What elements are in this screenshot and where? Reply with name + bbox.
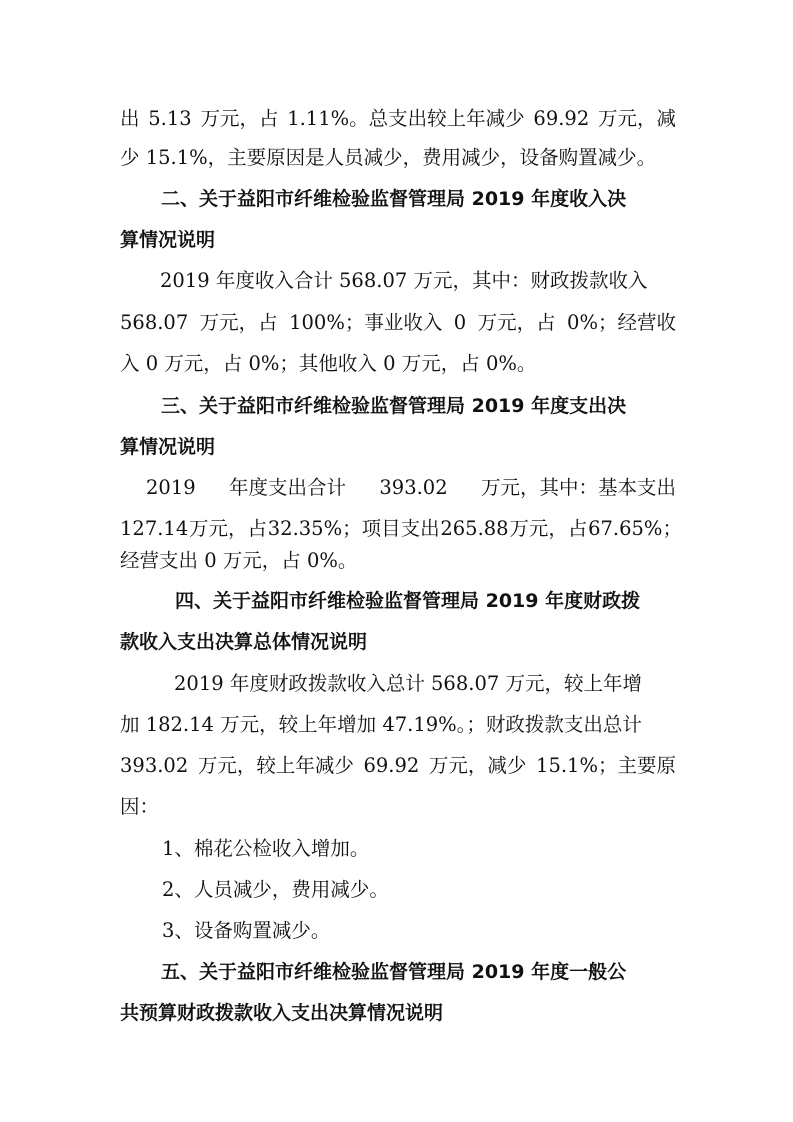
reason-item-2: 2、人员减少，费用减少。: [162, 878, 389, 901]
intro-line-2: 少 15.1%，主要原因是人员减少，费用减少，设备购置减少。: [120, 146, 657, 169]
section3-body-line-3: 经营支出 0 万元，占 0%。: [120, 549, 358, 572]
section4-body-line-3: 393.02 万元，较上年减少 69.92 万元，减少 15.1%；主要原: [120, 754, 676, 777]
reason-item-3: 3、设备购置减少。: [162, 919, 331, 942]
section5-heading-line-2: 共预算财政拨款收入支出决算情况说明: [120, 1002, 444, 1024]
section2-heading-line-2: 算情况说明: [120, 229, 216, 251]
section5-heading-line-1: 五、关于益阳市纤维检验监督管理局 2019 年度一般公: [161, 961, 627, 983]
section3-body-line-1: 2019 年度支出合计 393.02 万元，其中：基本支出: [146, 476, 676, 499]
reason-item-1: 1、棉花公检收入增加。: [162, 837, 370, 860]
section4-body-line-1: 2019 年度财政拨款收入总计 568.07 万元，较上年增: [174, 672, 642, 695]
section3-heading-line-1: 三、关于益阳市纤维检验监督管理局 2019 年度支出决: [161, 395, 627, 417]
section4-heading-line-1: 四、关于益阳市纤维检验监督管理局 2019 年度财政拨: [175, 590, 641, 612]
section4-heading-line-2: 款收入支出决算总体情况说明: [120, 631, 368, 653]
section2-body-line-3: 入 0 万元，占 0%；其他收入 0 万元，占 0%。: [120, 352, 537, 375]
section2-body-line-2: 568.07 万元，占 100%；事业收入 0 万元，占 0%；经营收: [120, 311, 676, 334]
intro-line-1: 出 5.13 万元，占 1.11%。总支出较上年减少 69.92 万元，减: [120, 107, 676, 130]
section2-body-line-1: 2019 年度收入合计 568.07 万元，其中：财政拨款收入: [160, 269, 648, 292]
section3-heading-line-2: 算情况说明: [120, 436, 216, 458]
section4-body-line-4: 因：: [120, 795, 160, 818]
section2-heading-line-1: 二、关于益阳市纤维检验监督管理局 2019 年度收入决: [161, 188, 627, 210]
section3-body-line-2: 127.14 万元，占 32.35%；项目支出 265.88 万元，占 67.65%；: [120, 517, 682, 540]
section4-body-line-2: 加 182.14 万元，较上年增加 47.19%。；财政拨款支出总计: [120, 713, 642, 736]
